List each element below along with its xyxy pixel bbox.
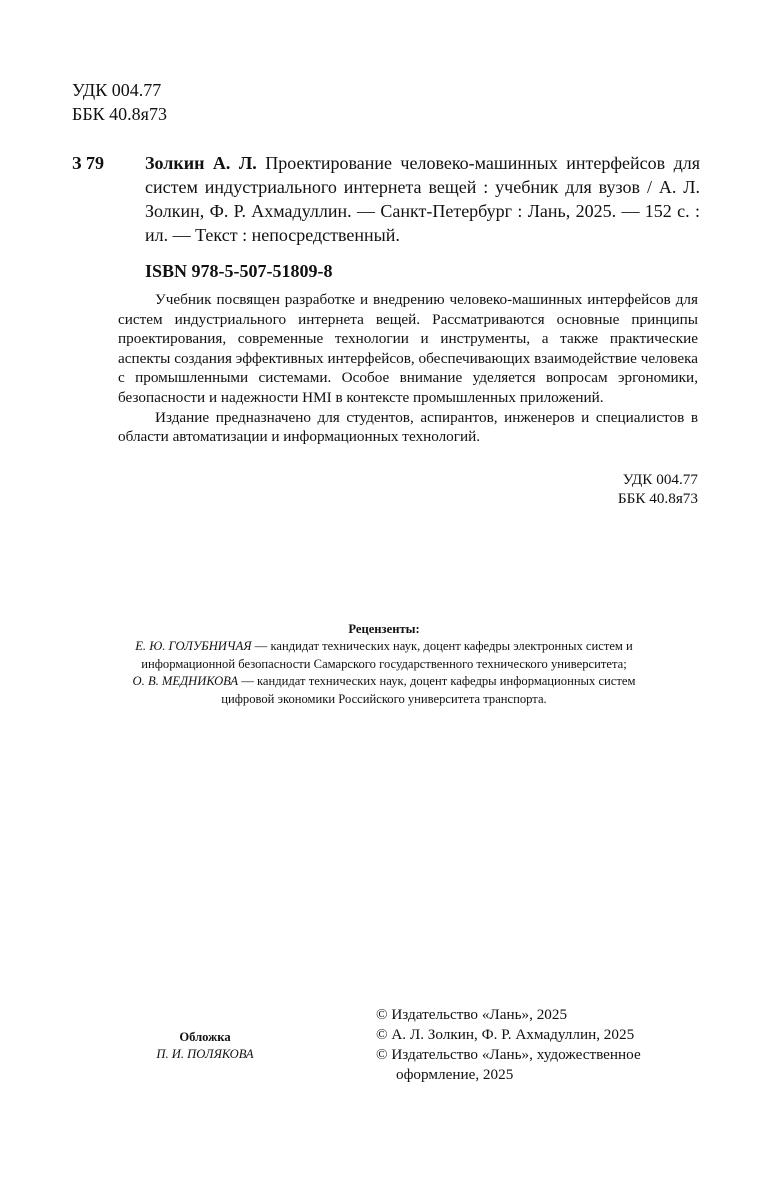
annotation bbox=[118, 290, 698, 447]
reviewer-description: — кандидат технических наук, доцент кафедры информационных систем bbox=[238, 674, 636, 689]
bbk-code: ББК 40.8я73 bbox=[72, 104, 167, 124]
copyright-line: © Издательство «Лань», 2025 bbox=[376, 1006, 568, 1023]
copyright-line: © Издательство «Лань», художественное bbox=[376, 1046, 641, 1063]
cover-title: Обложка bbox=[179, 1030, 231, 1044]
copyright-line: © А. Л. Золкин, Ф. Р. Ахмадуллин, 2025 bbox=[376, 1026, 635, 1043]
reviewer-description: — кандидат технических наук, доцент кафедры электронных систем и bbox=[251, 639, 633, 654]
reviewer-line: цифровой экономики Российского университета транспорта. bbox=[221, 691, 547, 706]
copyright-block bbox=[376, 1005, 706, 1085]
udk-code: УДК 004.77 bbox=[72, 80, 162, 100]
reviewers-block bbox=[60, 621, 708, 708]
cover-designer: П. И. ПОЛЯКОВА bbox=[156, 1047, 254, 1061]
udk-block-bottom bbox=[618, 470, 698, 508]
reviewer-line bbox=[60, 673, 708, 690]
book-description: Проектирование человеко-машинных интерфейсов для систем индустриального интернета вещей : учебник для вузов / А. Л. Золкин, Ф. Р. Ахмадуллин. — Санкт-Петербург : Лань, 2025. — 152 с. : ил. — Текст : непосредственный. bbox=[145, 153, 700, 245]
annotation-paragraph: Издание предназначено для студентов, аспирантов, инженеров и специалистов в области автоматизации и информационных технологий. bbox=[118, 408, 698, 446]
isbn: ISBN 978-5-507-51809-8 bbox=[145, 261, 333, 281]
udk-block-top bbox=[72, 78, 167, 126]
reviewers-title: Рецензенты: bbox=[348, 622, 420, 636]
author-name: Золкин А. Л. bbox=[145, 153, 257, 173]
copyright-line: оформление, 2025 bbox=[396, 1066, 514, 1083]
bibliographic-description bbox=[145, 151, 700, 247]
author-mark: З 79 bbox=[72, 153, 105, 173]
udk-code: УДК 004.77 bbox=[622, 471, 698, 488]
reviewer-name: Е. Ю. ГОЛУБНИЧАЯ bbox=[135, 639, 252, 654]
cover-credit bbox=[110, 1029, 300, 1063]
bbk-code: ББК 40.8я73 bbox=[617, 490, 698, 507]
annotation-paragraph: Учебник посвящен разработке и внедрению человеко-машинных интерфейсов для систем индустриального интернета вещей. Рассматриваются основные принципы проектирования, современные технологии и инструменты, а также практические аспекты создания эффективных интерфейсов, обеспечивающих взаимодействие человека с промышленными системами. Особое внимание уделяется вопросам эргономики, безопасности и надежности HMI в контексте промышленных приложений. bbox=[118, 291, 698, 406]
reviewer-line bbox=[60, 638, 708, 655]
reviewer-line: информационной безопасности Самарского государственного технического университета; bbox=[141, 656, 627, 671]
reviewer-name: О. В. МЕДНИКОВА bbox=[132, 674, 239, 689]
